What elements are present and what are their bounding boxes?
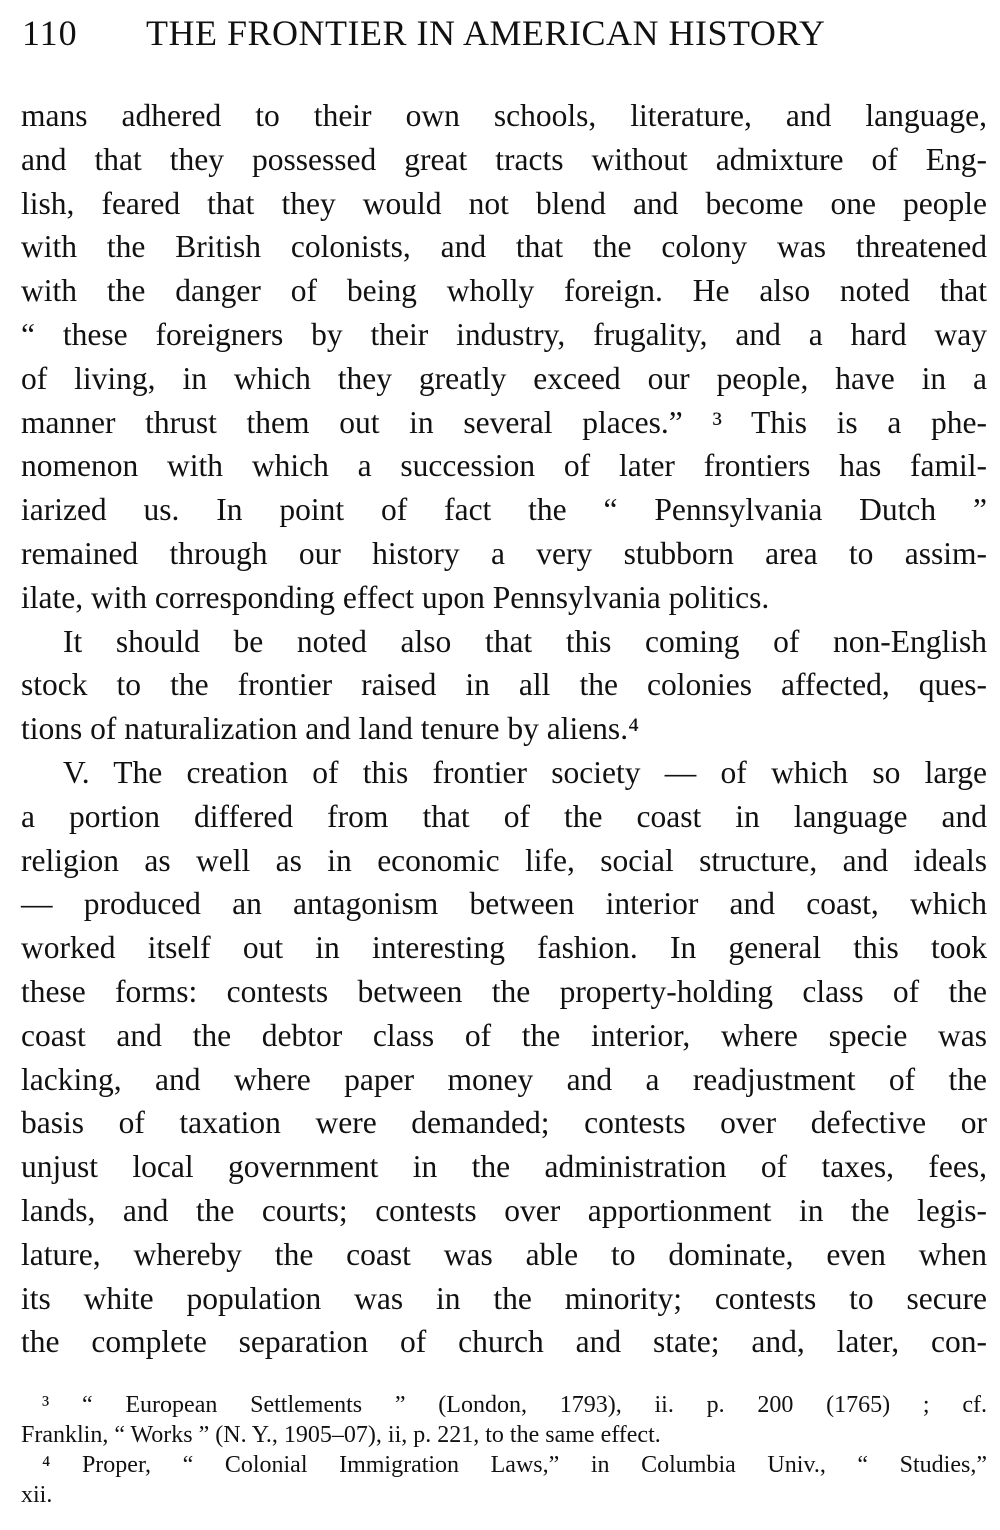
footnote-line: ³ “ European Settlements ” (London, 1793), ii. p. 200 (1765) ; cf. [42, 1392, 987, 1418]
text-line: lature, whereby the coast was able to dominate, even when [21, 1236, 987, 1272]
page-number: 110 [22, 13, 78, 53]
text-line: nomenon with which a succession of later frontiers has famil- [21, 448, 987, 484]
footnote-line: xii. [21, 1482, 53, 1508]
text-line: lacking, and where paper money and a readjustment of the [21, 1061, 987, 1097]
text-line: with the danger of being wholly foreign. He also noted that [21, 273, 987, 309]
text-line: tions of naturalization and land tenure by aliens.⁴ [21, 711, 640, 747]
text-line: ilate, with corresponding effect upon Pennsylvania politics. [21, 579, 770, 615]
body-text [21, 94, 987, 1364]
text-line: and that they possessed great tracts without admixture of Eng- [21, 141, 987, 177]
text-line: V. The creation of this frontier society — of which so large [63, 754, 987, 790]
text-line: coast and the debtor class of the interior, where specie was [21, 1017, 987, 1053]
text-line: the complete separation of church and state; and, later, con- [21, 1324, 987, 1360]
text-line: of living, in which they greatly exceed our people, have in a [21, 360, 987, 396]
text-line: — produced an antagonism between interior and coast, which [21, 886, 987, 922]
text-line: a portion differed from that of the coast in language and [21, 798, 987, 834]
running-title: THE FRONTIER IN AMERICAN HISTORY [146, 13, 826, 53]
text-line: “ these foreigners by their industry, frugality, and a hard way [21, 316, 987, 352]
text-line: worked itself out in interesting fashion. In general this took [21, 930, 987, 966]
footnotes [21, 1390, 987, 1510]
text-line: these forms: contests between the property-holding class of the [21, 973, 987, 1009]
text-line: lish, feared that they would not blend and become one people [21, 185, 987, 221]
text-line: with the British colonists, and that the colony was threatened [21, 229, 987, 265]
text-line: remained through our history a very stubborn area to assim- [21, 535, 987, 571]
text-line: iarized us. In point of fact the “ Pennsylvania Dutch ” [21, 492, 987, 528]
text-line: manner thrust them out in several places.” ³ This is a phe- [21, 404, 987, 440]
text-line: stock to the frontier raised in all the colonies affected, ques- [21, 667, 987, 703]
text-line: mans adhered to their own schools, literature, and language, [21, 98, 987, 133]
text-line: its white population was in the minority; contests to secure [21, 1280, 987, 1316]
text-line: It should be noted also that this coming of non-English [63, 623, 987, 659]
footnote-line: ⁴ Proper, “ Colonial Immigration Laws,” in Columbia Univ., “ Studies,” [42, 1452, 987, 1478]
text-line: religion as well as in economic life, social structure, and ideals [21, 842, 987, 878]
footnote-line: Franklin, “ Works ” (N. Y., 1905–07), ii, p. 221, to the same effect. [21, 1422, 661, 1448]
text-line: lands, and the courts; contests over apportionment in the legis- [21, 1192, 987, 1228]
text-line: basis of taxation were demanded; contests over defective or [21, 1105, 987, 1141]
text-line: unjust local government in the administration of taxes, fees, [21, 1149, 987, 1185]
page-header [22, 10, 982, 56]
